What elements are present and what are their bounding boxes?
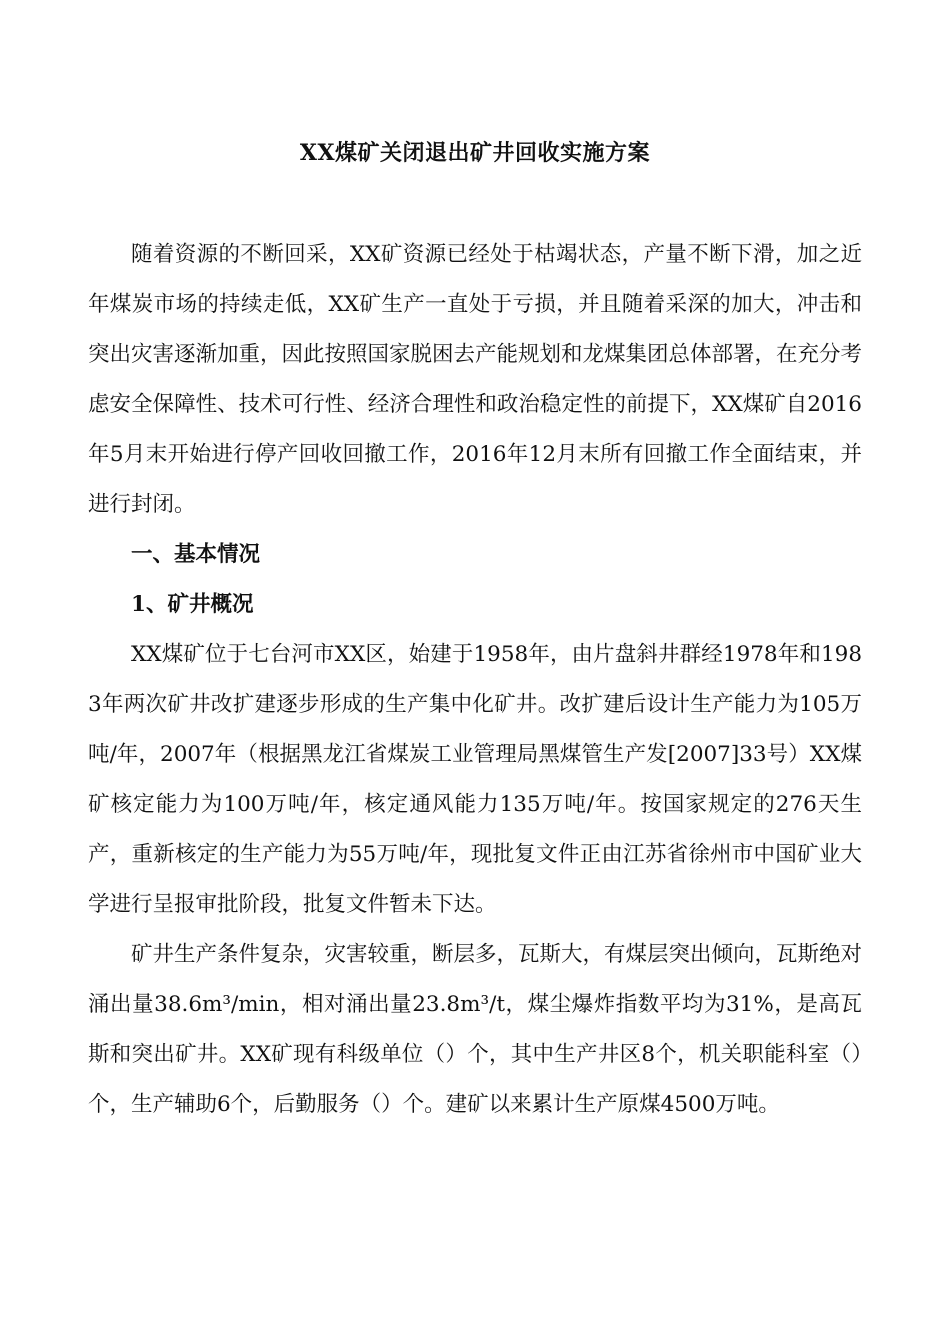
document-body — [88, 230, 862, 1130]
intro-paragraph: 随着资源的不断回采，XX矿资源已经处于枯竭状态，产量不断下滑，加之近年煤炭市场的持续走低，XX矿生产一直处于亏损，并且随着采深的加大，冲击和突出灾害逐渐加重，因此按照国家脱困去产能规划和龙煤集团总体部署，在充分考虑安全保障性、技术可行性、经济合理性和政治稳定性的前提下，XX煤矿自2016年5月末开始进行停产回收回撤工作，2016年12月末所有回撤工作全面结束，并进行封闭。 — [88, 242, 863, 517]
conditions-paragraph: 矿井生产条件复杂，灾害较重，断层多，瓦斯大，有煤层突出倾向，瓦斯绝对涌出量38.6m³/min，相对涌出量23.8m³/t，煤尘爆炸指数平均为31%，是高瓦斯和突出矿井。XX矿现有科级单位（）个，其中生产井区8个，机关职能科室（）个，生产辅助6个，后勤服务（）个。建矿以来累计生产原煤4500万吨。 — [88, 942, 863, 1117]
subsection-heading-mine-overview: 1、矿井概况 — [131, 592, 254, 617]
section-heading-basic-info: 一、基本情况 — [131, 542, 261, 567]
document-title: XX煤矿关闭退出矿井回收实施方案 — [299, 140, 651, 166]
overview-paragraph: XX煤矿位于七台河市XX区，始建于1958年，由片盘斜井群经1978年和1983年两次矿井改扩建逐步形成的生产集中化矿井。改扩建后设计生产能力为105万吨/年，2007年（根据黑龙江省煤炭工业管理局黑煤管生产发[2007]33号）XX煤矿核定能力为100万吨/年，核定通风能力135万吨/年。按国家规定的276天生产，重新核定的生产能力为55万吨/年，现批复文件正由江苏省徐州市中国矿业大学进行呈报审批阶段，批复文件暂未下达。 — [88, 642, 862, 917]
